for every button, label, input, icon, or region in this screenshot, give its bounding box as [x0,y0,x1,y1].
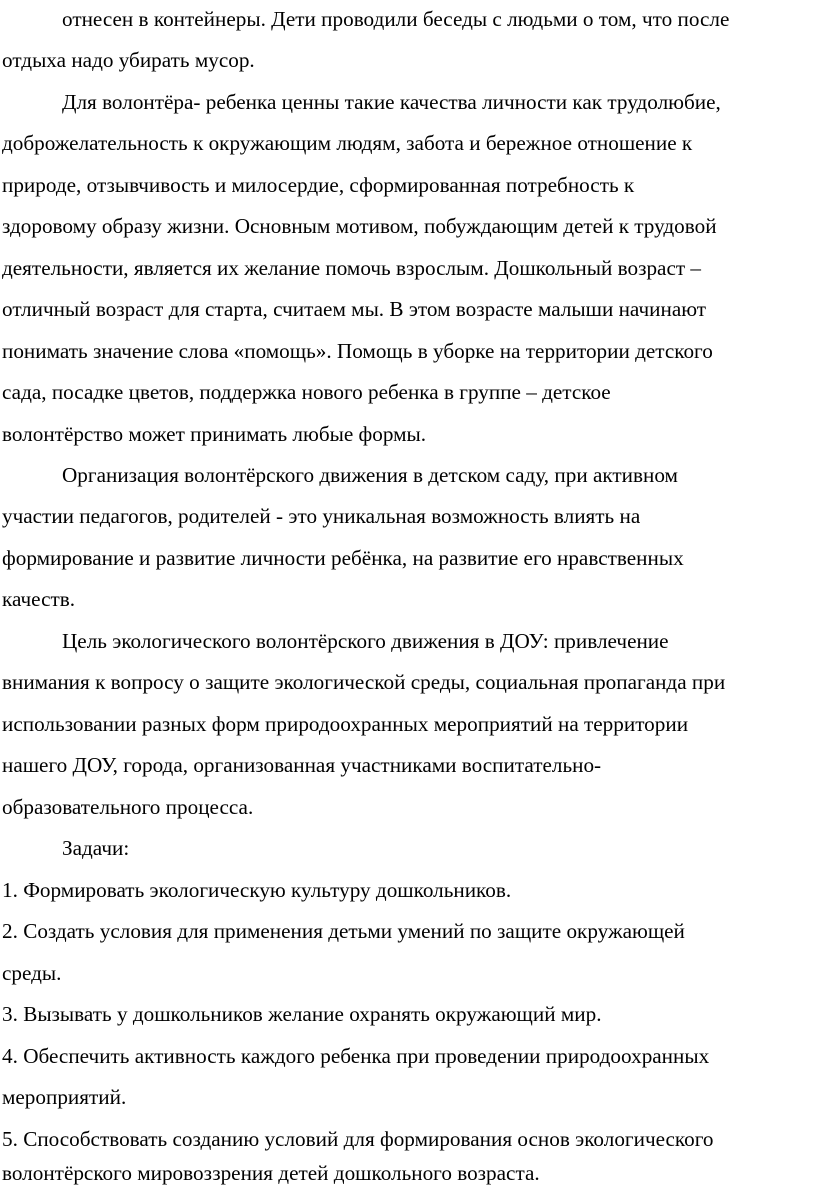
paragraph-line: доброжелательность к окружающим людям, забота и бережное отношение к [2,131,693,155]
task-item: 1. Формировать экологическую культуру дошкольников. [2,878,512,902]
task-item: 3. Вызывать у дошкольников желание охранять окружающий мир. [2,1002,602,1026]
paragraph-line: отличный возраст для старта, считаем мы. В этом возрасте малыши начинают [2,297,707,321]
paragraph-line: волонтёрство может принимать любые формы. [2,422,427,446]
task-item-continuation: среды. [2,961,62,985]
paragraph-line: здоровому образу жизни. Основным мотивом, побуждающим детей к трудовой [2,214,717,238]
paragraph-line: участии педагогов, родителей - это уникальная возможность влиять на [2,504,641,528]
paragraph-line: сада, посадке цветов, поддержка нового ребенка в группе – детское [2,380,611,404]
paragraph-line: качеств. [2,587,76,611]
paragraph-line: использовании разных форм природоохранных мероприятий на территории [2,712,689,736]
paragraph-line: Организация волонтёрского движения в детском саду, при активном [62,463,678,487]
paragraph-line: формирование и развитие личности ребёнка, на развитие его нравственных [2,546,684,570]
task-item: 4. Обеспечить активность каждого ребенка при проведении природоохранных [2,1044,710,1068]
task-item: 5. Способствовать созданию условий для формирования основ экологического [2,1127,714,1151]
paragraph-line: отнесен в контейнеры. Дети проводили беседы с людьми о том, что после [62,7,730,31]
task-item-continuation: мероприятий. [2,1085,127,1109]
paragraph-line: образовательного процесса. [2,795,254,819]
paragraph-line: Для волонтёра- ребенка ценны такие качества личности как трудолюбие, [62,90,721,114]
paragraph-line: внимания к вопросу о защите экологической среды, социальная пропаганда при [2,670,726,694]
tasks-heading: Задачи: [62,836,130,860]
paragraph-line: деятельности, является их желание помочь взрослым. Дошкольный возраст – [2,256,702,280]
task-item-continuation: волонтёрского мировоззрения детей дошкольного возраста. [2,1161,540,1185]
paragraph-line: понимать значение слова «помощь». Помощь в уборке на территории детского [2,339,713,363]
paragraph-line: отдыха надо убирать мусор. [2,48,255,72]
paragraph-line: природе, отзывчивость и милосердие, сформированная потребность к [2,173,635,197]
paragraph-line: Цель экологического волонтёрского движения в ДОУ: привлечение [62,629,669,653]
task-item: 2. Создать условия для применения детьми умений по защите окружающей [2,919,685,943]
paragraph-line: нашего ДОУ, города, организованная участниками воспитательно- [2,753,602,777]
